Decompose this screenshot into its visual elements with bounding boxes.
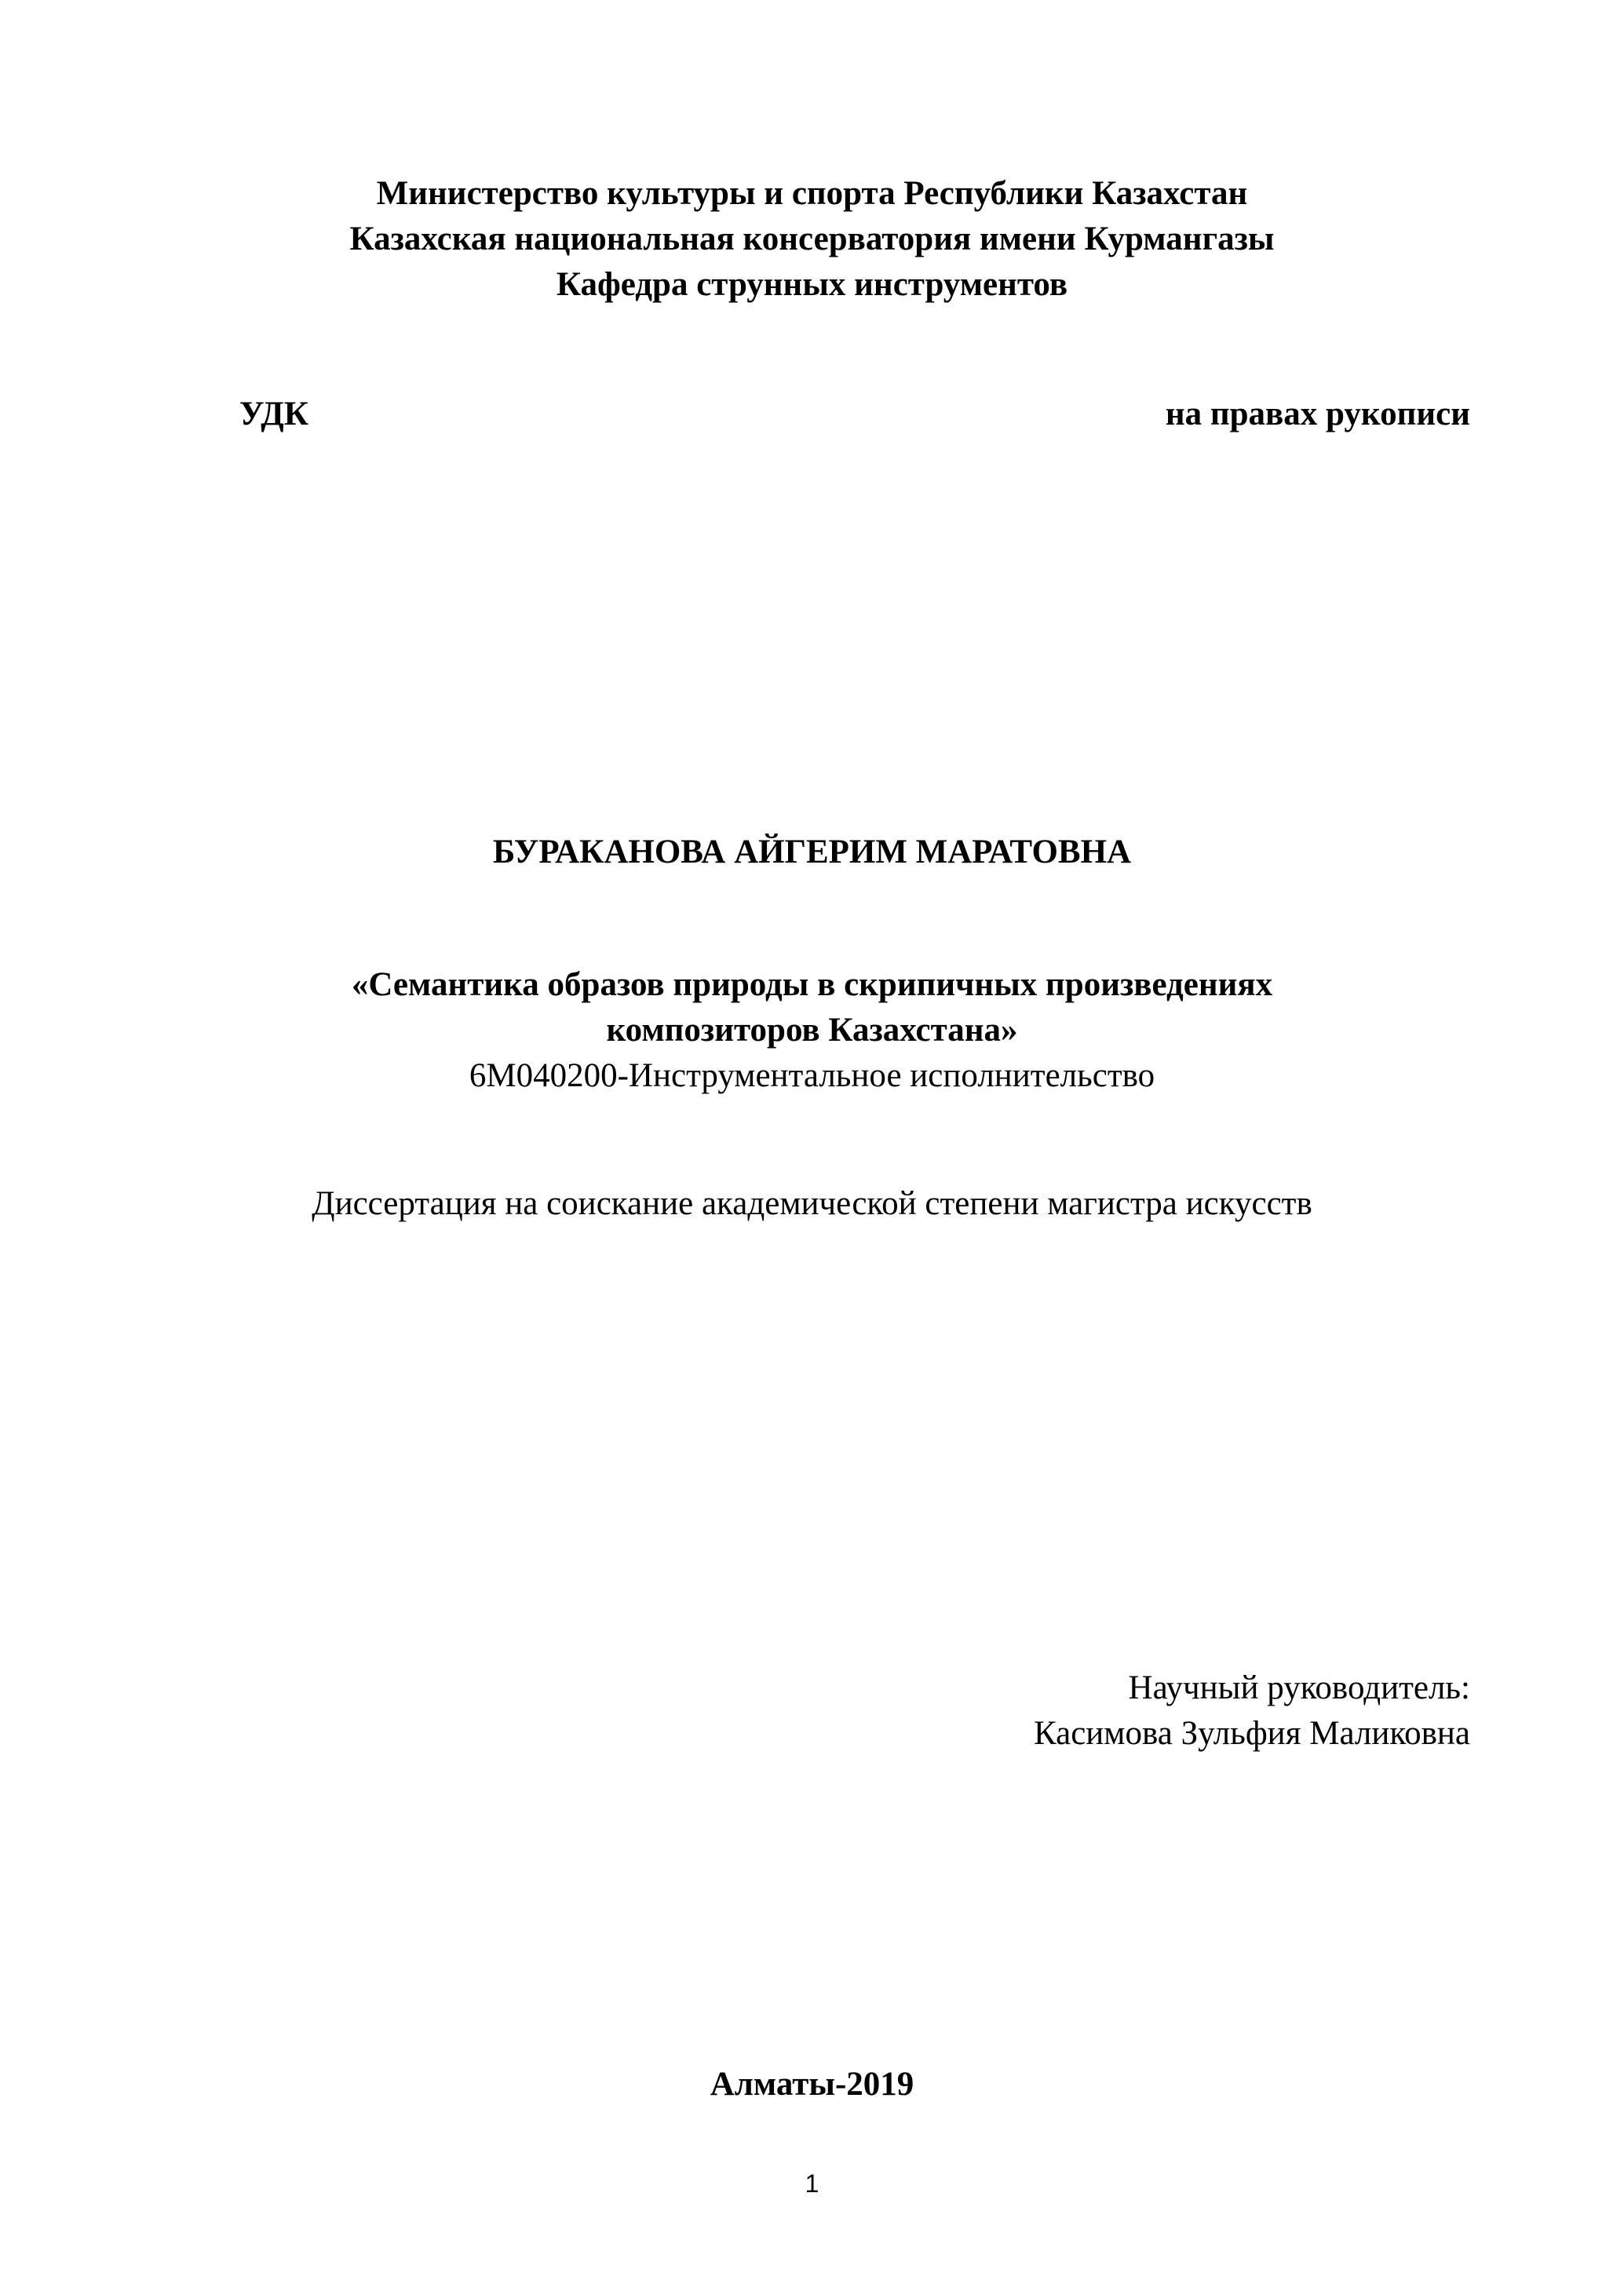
supervisor-label: Научный руководитель: xyxy=(1128,1669,1470,1706)
manuscript-rights: на правах рукописи xyxy=(1165,396,1470,432)
thesis-title-line-2: композиторов Казахстана» xyxy=(606,1012,1018,1049)
ministry-name: Министерство культуры и спорта Республики Казахстан xyxy=(376,175,1248,212)
thesis-title-line-1: «Семантика образов природы в скрипичных произведениях xyxy=(351,966,1273,1003)
conservatory-name: Казахская национальная консерватория имени Курмангазы xyxy=(349,221,1275,257)
thesis-title-block xyxy=(0,962,1624,1099)
supervisor-name: Касимова Зульфия Маликовна xyxy=(1034,1715,1470,1752)
specialty-code: 6М040200-Инструментальное исполнительство xyxy=(469,1057,1155,1094)
department-name: Кафедра струнных инструментов xyxy=(556,266,1068,303)
author-name: БУРАКАНОВА АЙГЕРИМ МАРАТОВНА xyxy=(492,834,1132,870)
page-number: 1 xyxy=(805,2169,819,2198)
supervisor-block xyxy=(1034,1666,1470,1757)
udk-label: УДК xyxy=(239,396,308,432)
institution-header xyxy=(0,171,1624,308)
city-year: Алматы-2019 xyxy=(710,2066,914,2103)
degree-statement: Диссертация на соискание академической степени магистра искусств xyxy=(312,1185,1312,1222)
